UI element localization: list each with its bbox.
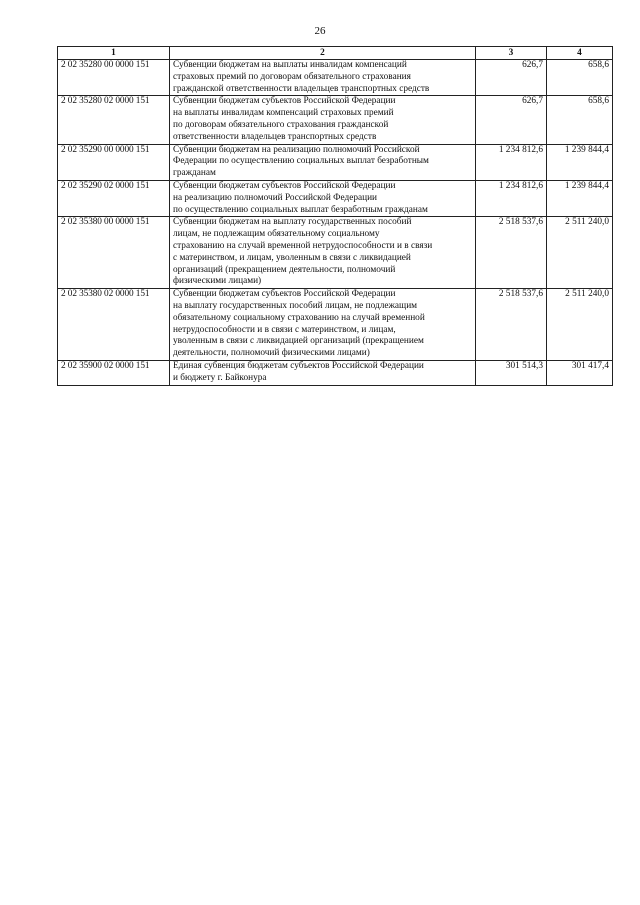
description-line: на выплату государственных пособий лицам, не подлежащим xyxy=(173,300,418,311)
description-line: Субвенции бюджетам субъектов Российской Федерации xyxy=(173,96,396,107)
description-line: и бюджету г. Байконура xyxy=(173,372,267,383)
description-line: на выплаты инвалидам компенсаций страховых премий xyxy=(173,108,394,119)
description-cell xyxy=(170,60,476,96)
table-row xyxy=(58,144,613,180)
description-line: страхованию на случай временной нетрудоспособности и в связи xyxy=(173,240,433,251)
page-number: 26 xyxy=(314,25,326,37)
description-cell xyxy=(170,289,476,361)
amount-col3-cell: 2 518 537,6 xyxy=(476,217,547,289)
budget-code-cell: 2 02 35280 00 0000 151 xyxy=(58,60,170,96)
description-line: Единая субвенция бюджетам субъектов Российской Федерации xyxy=(173,360,424,371)
description-line: гражданской ответственности владельцев транспортных средств xyxy=(173,83,430,94)
budget-code-cell: 2 02 35290 02 0000 151 xyxy=(58,180,170,216)
column-header-3: 3 xyxy=(476,47,547,60)
amount-col3-cell: 626,7 xyxy=(476,60,547,96)
budget-table xyxy=(57,46,613,386)
description-line: физическими лицами) xyxy=(173,276,262,287)
amount-col4-cell: 658,6 xyxy=(547,96,613,144)
description-line: уволенным в связи с ликвидацией организаций (прекращением xyxy=(173,336,424,347)
description-line: Субвенции бюджетам на выплату государственных пособий xyxy=(173,217,412,228)
description-line: по договорам обязательного страхования гражданской xyxy=(173,119,389,130)
description-line: страховых премий по договорам обязательного страхования xyxy=(173,71,411,82)
budget-code-cell: 2 02 35290 00 0000 151 xyxy=(58,144,170,180)
amount-col4-cell: 301 417,4 xyxy=(547,360,613,385)
description-line: Федерации по осуществлению социальных выплат безработным xyxy=(173,156,429,167)
column-header-2: 2 xyxy=(170,47,476,60)
amount-col4-cell: 1 239 844,4 xyxy=(547,180,613,216)
amount-col3-cell: 1 234 812,6 xyxy=(476,144,547,180)
table-row xyxy=(58,60,613,96)
description-line: на реализацию полномочий Российской Федерации xyxy=(173,192,378,203)
description-cell xyxy=(170,144,476,180)
description-cell xyxy=(170,217,476,289)
description-line: Субвенции бюджетам на выплаты инвалидам компенсаций xyxy=(173,60,407,70)
description-line: обязательному социальному страхованию на случай временной xyxy=(173,312,425,323)
description-line: организаций (прекращением деятельности, полномочий xyxy=(173,264,396,275)
budget-code-cell: 2 02 35380 00 0000 151 xyxy=(58,217,170,289)
description-line: по осуществлению социальных выплат безработным гражданам xyxy=(173,204,428,215)
description-line: с материнством, и лицам, уволенным в связи с ликвидацией xyxy=(173,252,411,263)
description-line: Субвенции бюджетам субъектов Российской Федерации xyxy=(173,289,396,300)
amount-col3-cell: 2 518 537,6 xyxy=(476,289,547,361)
amount-col3-cell: 626,7 xyxy=(476,96,547,144)
table-row xyxy=(58,217,613,289)
table-row xyxy=(58,360,613,385)
budget-code-cell: 2 02 35280 02 0000 151 xyxy=(58,96,170,144)
description-cell xyxy=(170,180,476,216)
table-row xyxy=(58,96,613,144)
amount-col4-cell: 658,6 xyxy=(547,60,613,96)
description-cell xyxy=(170,360,476,385)
description-line: нетрудоспособности и в связи с материнством, и лицам, xyxy=(173,324,396,335)
column-header-1: 1 xyxy=(58,47,170,60)
description-line: Субвенции бюджетам на реализацию полномочий Российской xyxy=(173,144,420,155)
table-row xyxy=(58,289,613,361)
column-header-4: 4 xyxy=(547,47,613,60)
amount-col3-cell: 301 514,3 xyxy=(476,360,547,385)
amount-col3-cell: 1 234 812,6 xyxy=(476,180,547,216)
amount-col4-cell: 2 511 240,0 xyxy=(547,289,613,361)
description-line: гражданам xyxy=(173,168,216,179)
budget-code-cell: 2 02 35380 02 0000 151 xyxy=(58,289,170,361)
amount-col4-cell: 2 511 240,0 xyxy=(547,217,613,289)
description-line: Субвенции бюджетам субъектов Российской Федерации xyxy=(173,180,396,191)
description-cell xyxy=(170,96,476,144)
table-row xyxy=(58,180,613,216)
description-line: ответственности владельцев транспортных средств xyxy=(173,131,377,142)
description-line: лицам, не подлежащим обязательному социальному xyxy=(173,229,380,240)
budget-code-cell: 2 02 35900 02 0000 151 xyxy=(58,360,170,385)
table-body xyxy=(58,60,613,386)
amount-col4-cell: 1 239 844,4 xyxy=(547,144,613,180)
header-row xyxy=(58,47,613,60)
description-line: деятельности, полномочий физическими лицами) xyxy=(173,348,370,359)
